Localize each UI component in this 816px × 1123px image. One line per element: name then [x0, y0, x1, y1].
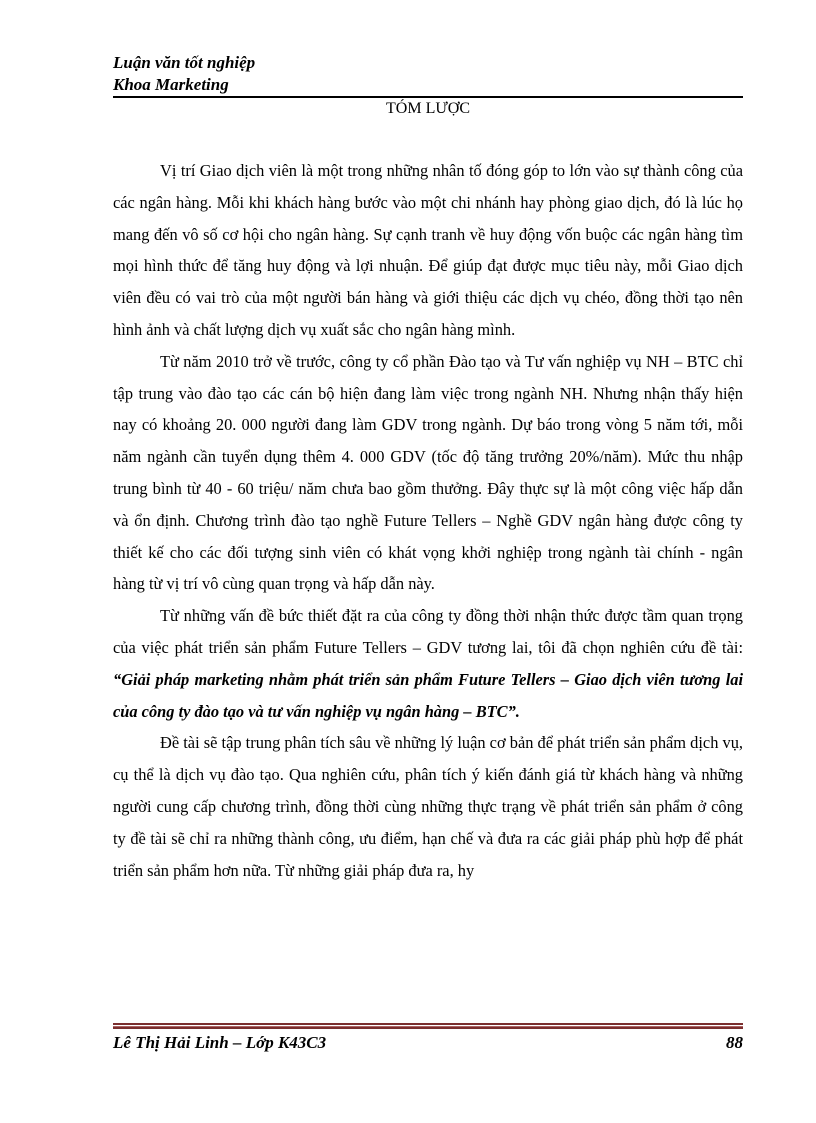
page-title: TÓM LƯỢC: [386, 100, 470, 117]
paragraph-1: Vị trí Giao dịch viên là một trong những nhân tố đóng góp to lớn vào sự thành công của các ngân hàng. Mỗi khi khách hàng bước vào một chi nhánh hay phòng giao dịch, đó là lúc họ mang đến vô số cơ hội cho ngân hàng. Sự cạnh tranh về huy động vốn buộc các ngân hàng tìm mọi hình thức để tăng huy động và lợi nhuận. Để giúp đạt được mục tiêu này, mỗi Giao dịch viên đều có vai trò của một người bán hàng và giới thiệu các dịch vụ chéo, đồng thời tạo nên hình ảnh và chất lượng dịch vụ xuất sắc cho ngân hàng mình.: [113, 161, 743, 339]
paragraph-4: Đề tài sẽ tập trung phân tích sâu về những lý luận cơ bản để phát triển sản phẩm dịch vụ, cụ thể là dịch vụ đào tạo. Qua nghiên cứu, phân tích ý kiến đánh giá từ khách hàng và những người cung cấp chương trình, đồng thời cùng những thực trạng về phát triển sản phẩm ở công ty đề tài sẽ chỉ ra những thành công, ưu điểm, hạn chế và đưa ra các giải pháp phù hợp để phát triển sản phẩm hơn nữa. Từ những giải pháp đưa ra, hy: [113, 733, 743, 880]
thesis-topic: “Giải pháp marketing nhằm phát triển sản phẩm Future Tellers – Giao dịch viên tương lai của công ty đào tạo và tư vấn nghiệp vụ ngân hàng – BTC”.: [113, 669, 743, 721]
document-body: [113, 155, 743, 886]
paragraph-2: Từ năm 2010 trở về trước, công ty cổ phần Đào tạo và Tư vấn nghiệp vụ NH – BTC chỉ tập trung vào đào tạo các cán bộ hiện đang làm việc trong ngành NH. Nhưng nhận thấy hiện nay có khoảng 20. 000 người đang làm GDV trong ngành. Dự báo trong vòng 5 năm tới, mỗi năm ngành cần tuyển dụng thêm 4. 000 GDV (tốc độ tăng trưởng 20%/năm). Mức thu nhập trung bình từ 40 - 60 triệu/ năm chưa bao gồm thưởng. Đây thực sự là một công việc hấp dẫn và ổn định. Chương trình đào tạo nghề Future Tellers – Nghề GDV ngân hàng được công ty thiết kế cho các đối tượng sinh viên có khát vọng khởi nghiệp trong ngành tài chính - ngân hàng từ vị trí vô cùng quan trọng và hấp dẫn này.: [113, 351, 743, 594]
footer-divider: [113, 1023, 743, 1029]
running-footer: [113, 1032, 743, 1054]
page-number: 88: [726, 1033, 743, 1052]
running-header: [113, 52, 743, 96]
header-thesis-label: Luận văn tốt nghiệp: [113, 53, 256, 72]
paragraph-3: [113, 600, 743, 727]
header-divider: [113, 96, 743, 98]
paragraph-3-intro: Từ những vấn đề bức thiết đặt ra của công ty đồng thời nhận thức được tầm quan trọng của việc phát triển sản phẩm Future Tellers – GDV tương lai, tôi đã chọn nghiên cứu đề tài:: [113, 606, 743, 657]
footer-author: Lê Thị Hải Linh – Lớp K43C3: [113, 1033, 327, 1052]
header-faculty-label: Khoa Marketing: [113, 75, 229, 94]
